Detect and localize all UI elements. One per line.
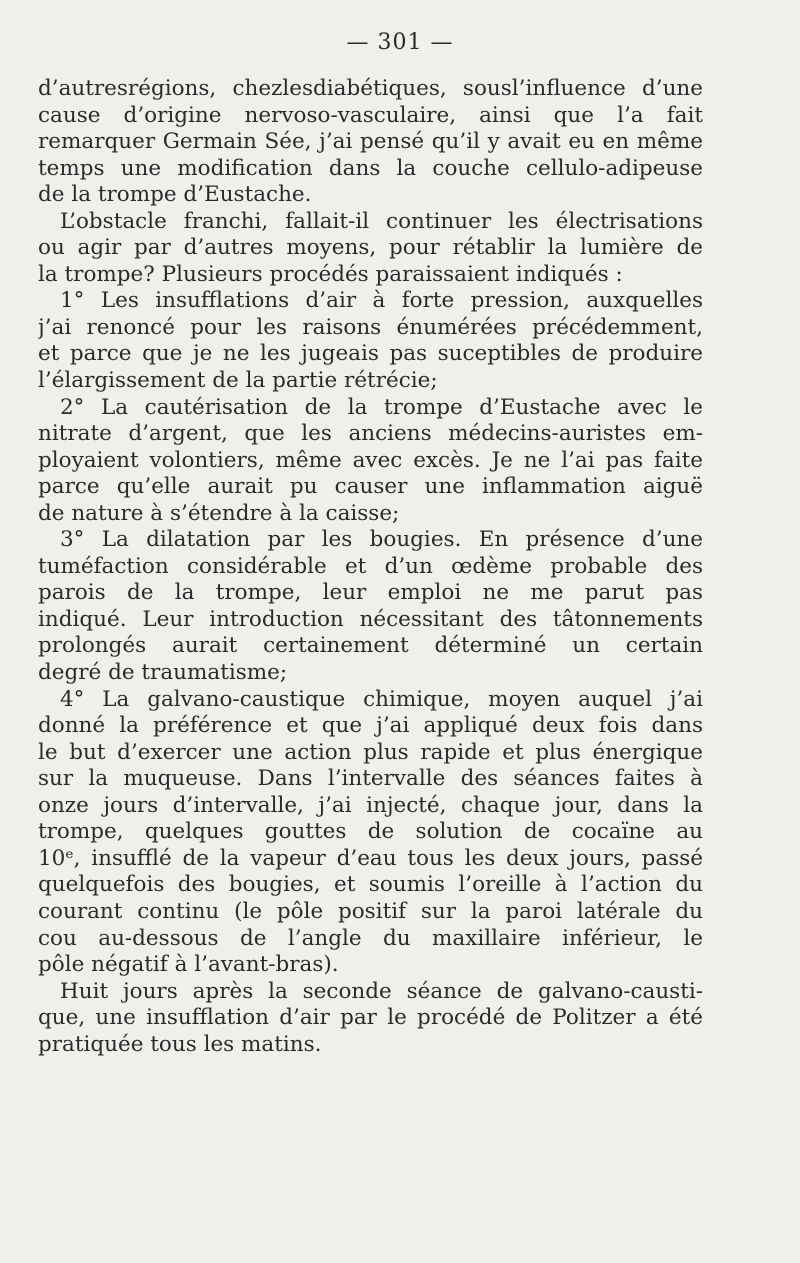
text-line: remarquer Germain Sée, j’ai pensé qu’il y avait eu en même [38,129,703,155]
text-line: quelquefois des bougies, et soumis l’oreille à l’action du [38,872,703,898]
text-line: de nature à s’étendre à la caisse; [38,500,400,526]
text-line: et parce que je ne les jugeais pas suceptibles de produire [38,341,703,367]
text-line: donné la préférence et que j’ai appliqué deux fois dans [38,713,703,739]
text-line: 1° Les insufflations d’air à forte pression, auxquelles [60,288,703,314]
text-line: ou agir par d’autres moyens, pour rétablir la lumière de [38,235,703,261]
text-line: sur la muqueuse. Dans l’intervalle des séances faites à [38,766,703,792]
text-line: l’élargissement de la partie rétrécie; [38,368,438,394]
text-line: cou au-dessous de l’angle du maxillaire inférieur, le [38,925,703,951]
text-line: ployaient volontiers, même avec excès. Je ne l’ai pas faite [38,447,703,473]
text-line: degré de traumatisme; [38,660,288,686]
text-line: 10ᵉ, insufflé de la vapeur d’eau tous les deux jours, passé [38,845,703,871]
text-line: la trompe? Plusieurs procédés paraissaient indiqués : [38,261,623,287]
text-line: cause d’origine nervoso-vasculaire, ainsi que l’a fait [38,102,703,128]
text-line: prolongés aurait certainement déterminé un certain [38,633,703,659]
text-line: trompe, quelques gouttes de solution de cocaïne au [38,819,703,845]
text-line: nitrate d’argent, que les anciens médecins-auristes em- [38,421,703,447]
text-line: parois de la trompe, leur emploi ne me parut pas [38,580,703,606]
text-line: d’autresrégions, chezlesdiabétiques, sousl’influence d’une [38,76,703,101]
text-line: le but d’exercer une action plus rapide et plus énergique [38,739,703,765]
text-line: pratiquée tous les matins. [38,1031,322,1057]
body-text [38,76,703,1058]
text-line: j’ai renoncé pour les raisons énumérées précédemment, [38,314,703,340]
page-number: — 301 — [346,30,454,55]
text-line: 4° La galvano-caustique chimique, moyen auquel j’ai [60,686,703,712]
text-line: de la trompe d’Eustache. [38,182,312,208]
text-line: indiqué. Leur introduction nécessitant des tâtonnements [38,606,703,632]
text-line: tuméfaction considérable et d’un œdème probable des [38,553,703,579]
text-line: parce qu’elle aurait pu causer une inflammation aiguë [38,474,703,500]
text-line: 2° La cautérisation de la trompe d’Eustache avec le [60,394,703,420]
text-line: L’obstacle franchi, fallait-il continuer les électrisations [60,208,703,234]
text-line: courant continu (le pôle positif sur la paroi latérale du [38,898,703,924]
text-line: pôle négatif à l’avant-bras). [38,952,339,978]
text-line: 3° La dilatation par les bougies. En présence d’une [60,527,703,553]
text-line: Huit jours après la seconde séance de galvano-causti- [60,978,703,1004]
text-line: onze jours d’intervalle, j’ai injecté, chaque jour, dans la [38,792,703,818]
text-line: que, une insufflation d’air par le procédé de Politzer a été [38,1005,703,1031]
text-line: temps une modification dans la couche cellulo-adipeuse [38,155,703,181]
